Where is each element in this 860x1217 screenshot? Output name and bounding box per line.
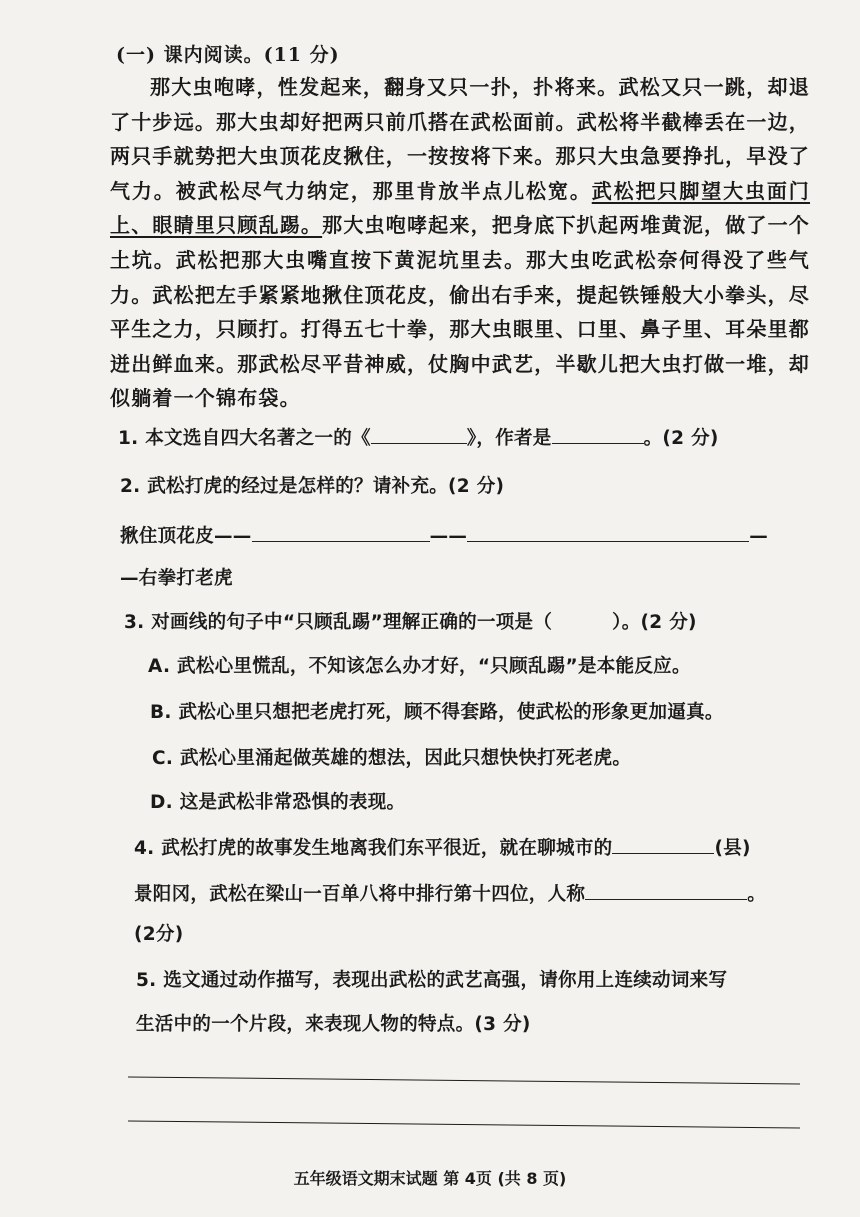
passage-text-1: 那大虫咆哮，性发起来，翻身又只一扑，扑将来。武松又只一跳，却退了十步远。那大虫却好把两只前爪搭在武松面前。武松将半截棒丢在一边，两只手就势把大虫顶花皮揪住，一按按将下来。那只大虫急要挣扎，早没了气力。被武松尽气力纳定，那里肯放半点儿松宽。 bbox=[110, 75, 810, 203]
question-2-sequence bbox=[120, 522, 768, 548]
question-3-option-c[interactable]: C. 武松心里涌起做英雄的想法，因此只想快快打死老虎。 bbox=[152, 748, 632, 769]
question-2-dash-1: —— bbox=[429, 526, 468, 547]
underlined-sentence: 武松把只脚望大虫面门上、眼睛里只顾乱踢。 bbox=[110, 178, 811, 238]
question-4-score: (2分) bbox=[134, 924, 184, 945]
question-2-blank-1[interactable] bbox=[252, 540, 430, 542]
question-1-text-a: 1. 本文选自四大名著之一的《 bbox=[118, 428, 371, 449]
question-3-option-a[interactable]: A. 武松心里慌乱，不知该怎么办才好，“只顾乱踢”是本能反应。 bbox=[148, 656, 691, 677]
question-5-line-1: 5. 选文通过动作描写，表现出武松的武艺高强，请你用上连续动词来写 bbox=[136, 970, 728, 991]
question-4-blank-county[interactable] bbox=[612, 852, 714, 854]
question-4-blank-nickname[interactable] bbox=[585, 898, 747, 900]
question-1 bbox=[118, 424, 719, 450]
question-1-blank-author[interactable] bbox=[552, 442, 644, 444]
question-3-stem bbox=[124, 608, 697, 634]
question-4-text-c: 景阳冈，武松在梁山一百单八将中排行第十四位，人称 bbox=[134, 884, 586, 905]
question-1-blank-book[interactable] bbox=[371, 442, 467, 444]
question-2-start: 揪住顶花皮—— bbox=[120, 526, 252, 547]
answer-line-1[interactable] bbox=[128, 1076, 800, 1084]
reading-passage bbox=[110, 70, 810, 416]
question-2-stem: 2. 武松打虎的经过是怎样的？请补充。(2 分) bbox=[120, 476, 505, 497]
question-1-text-c: 。(2 分) bbox=[643, 428, 719, 449]
question-4-line-1 bbox=[134, 834, 751, 860]
question-5-line-2: 生活中的一个片段，来表现人物的特点。(3 分) bbox=[136, 1014, 531, 1035]
question-3-option-d[interactable]: D. 这是武松非常恐惧的表现。 bbox=[150, 792, 406, 813]
page-footer: 五年级语文期末试题 第 4页 (共 8 页) bbox=[293, 1169, 567, 1188]
question-4-text-d: 。 bbox=[747, 884, 767, 905]
question-3-stem-b: ）。(2 分) bbox=[612, 612, 697, 633]
question-3-stem-a: 3. 对画线的句子中“只顾乱踢”理解正确的一项是（ bbox=[124, 612, 553, 633]
passage-text-2: 那大虫咆哮起来，把身底下扒起两堆黄泥，做了一个土坑。武松把那大虫嘴直按下黄泥坑里去。那大虫吃武松奈何得没了些气力。武松把左手紧紧地揪住顶花皮，偷出右手来，提起铁锤般大小拳头，尽平生之力，只顾打。打得五七十拳，那大虫眼里、口里、鼻子里、耳朵里都迸出鲜血来。那武松尽平昔神威，仗胸中武艺，半歇儿把大虫打做一堆，却似躺着一个锦布袋。 bbox=[110, 213, 810, 411]
question-2-dash-2: — bbox=[749, 526, 769, 547]
question-2-blank-2[interactable] bbox=[467, 540, 749, 542]
question-3-option-b[interactable]: B. 武松心里只想把老虎打死，顾不得套路，使武松的形象更加逼真。 bbox=[150, 702, 724, 723]
question-4-text-b: (县) bbox=[714, 838, 751, 859]
question-4-line-2 bbox=[134, 880, 766, 906]
question-2-end: —右拳打老虎 bbox=[120, 568, 233, 589]
question-1-text-b: 》，作者是 bbox=[466, 428, 552, 449]
answer-line-2[interactable] bbox=[128, 1120, 800, 1128]
section-title: (一) 课内阅读。(11 分) bbox=[116, 44, 340, 66]
question-4-text-a: 4. 武松打虎的故事发生地离我们东平很近，就在聊城市的 bbox=[134, 838, 613, 859]
